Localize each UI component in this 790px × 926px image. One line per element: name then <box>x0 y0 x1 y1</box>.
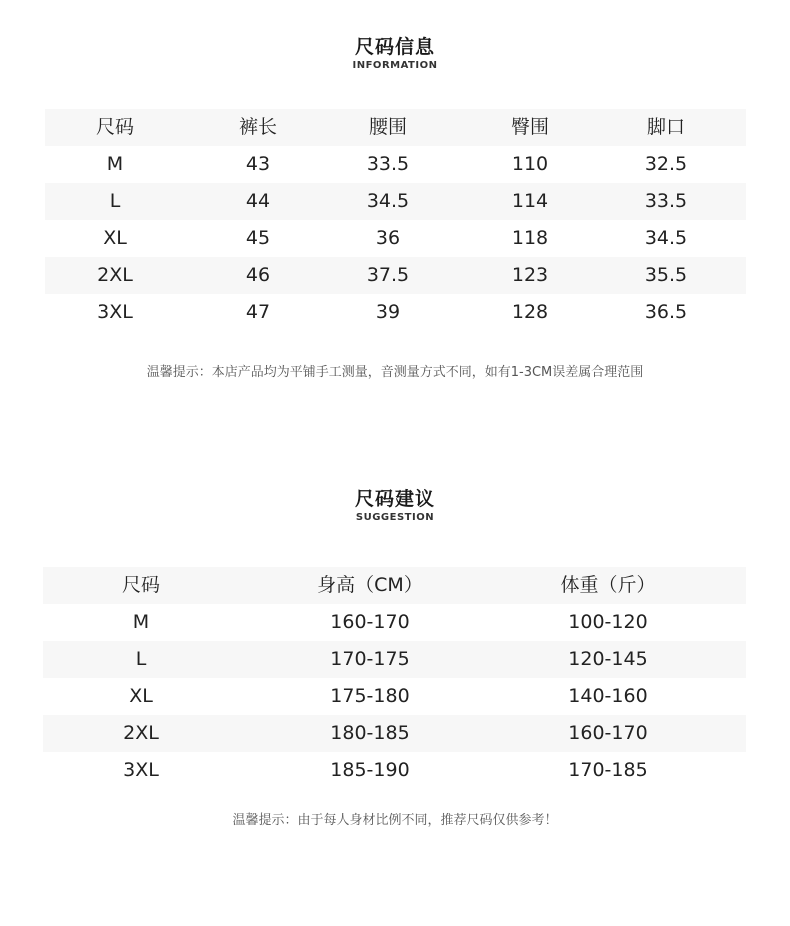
cell-size: 3XL <box>123 759 159 781</box>
cell-waist: 37.5 <box>366 264 410 286</box>
header-size: 尺码 <box>121 574 160 596</box>
cell-size: XL <box>129 685 153 707</box>
header-size: 尺码 <box>95 116 134 138</box>
cell-size: 3XL <box>97 301 133 323</box>
cell-leg-opening: 35.5 <box>644 264 688 286</box>
cell-size: M <box>106 153 124 175</box>
table-row <box>45 183 746 220</box>
cell-size: M <box>132 611 150 633</box>
table-row <box>45 220 746 257</box>
suggestion-title: 尺码建议 <box>354 488 435 510</box>
table-row <box>43 752 746 789</box>
cell-length: 46 <box>245 264 271 286</box>
header-hip: 臀围 <box>510 116 549 138</box>
cell-leg-opening: 36.5 <box>644 301 688 323</box>
information-note: 温馨提示：本店产品均为平铺手工测量，音测量方式不同，如有1-3CM误差属合理范围 <box>146 365 644 380</box>
table-row <box>43 604 746 641</box>
cell-weight: 160-170 <box>568 722 648 744</box>
cell-hip: 110 <box>511 153 549 175</box>
cell-size: 2XL <box>97 264 133 286</box>
suggestion-subtitle: SUGGESTION <box>355 512 435 523</box>
header-weight: 体重（斤） <box>560 574 656 596</box>
size-suggestion-table <box>43 567 746 789</box>
header-leg-opening: 脚口 <box>646 116 685 138</box>
cell-hip: 118 <box>511 227 549 249</box>
header-height: 身高（CM） <box>317 574 423 596</box>
cell-length: 47 <box>245 301 271 323</box>
table-header-row <box>45 109 746 146</box>
cell-waist: 39 <box>375 301 401 323</box>
cell-height: 160-170 <box>330 611 410 633</box>
table-row <box>43 678 746 715</box>
cell-size: 2XL <box>123 722 159 744</box>
cell-hip: 114 <box>511 190 549 212</box>
table-row <box>45 294 746 331</box>
cell-height: 175-180 <box>330 685 410 707</box>
cell-weight: 120-145 <box>568 648 648 670</box>
header-waist: 腰围 <box>368 116 407 138</box>
cell-size: XL <box>103 227 127 249</box>
cell-waist: 33.5 <box>366 153 410 175</box>
cell-weight: 140-160 <box>568 685 648 707</box>
cell-size: L <box>109 190 121 212</box>
size-info-table <box>45 109 746 331</box>
cell-leg-opening: 34.5 <box>644 227 688 249</box>
cell-height: 170-175 <box>330 648 410 670</box>
cell-length: 43 <box>245 153 271 175</box>
suggestion-note: 温馨提示：由于每人身材比例不同，推荐尺码仅供参考！ <box>232 813 558 828</box>
cell-leg-opening: 33.5 <box>644 190 688 212</box>
table-header-row <box>43 567 746 604</box>
cell-leg-opening: 32.5 <box>644 153 688 175</box>
cell-waist: 36 <box>375 227 401 249</box>
header-length: 裤长 <box>238 116 277 138</box>
table-row <box>45 257 746 294</box>
table-row <box>43 641 746 678</box>
cell-hip: 123 <box>511 264 549 286</box>
information-title: 尺码信息 <box>354 36 435 58</box>
cell-size: L <box>135 648 147 670</box>
table-row <box>43 715 746 752</box>
cell-hip: 128 <box>511 301 549 323</box>
cell-height: 180-185 <box>330 722 410 744</box>
cell-height: 185-190 <box>330 759 410 781</box>
cell-length: 45 <box>245 227 271 249</box>
cell-waist: 34.5 <box>366 190 410 212</box>
cell-length: 44 <box>245 190 271 212</box>
cell-weight: 100-120 <box>568 611 648 633</box>
information-subtitle: INFORMATION <box>352 60 438 71</box>
cell-weight: 170-185 <box>568 759 648 781</box>
table-row <box>45 146 746 183</box>
